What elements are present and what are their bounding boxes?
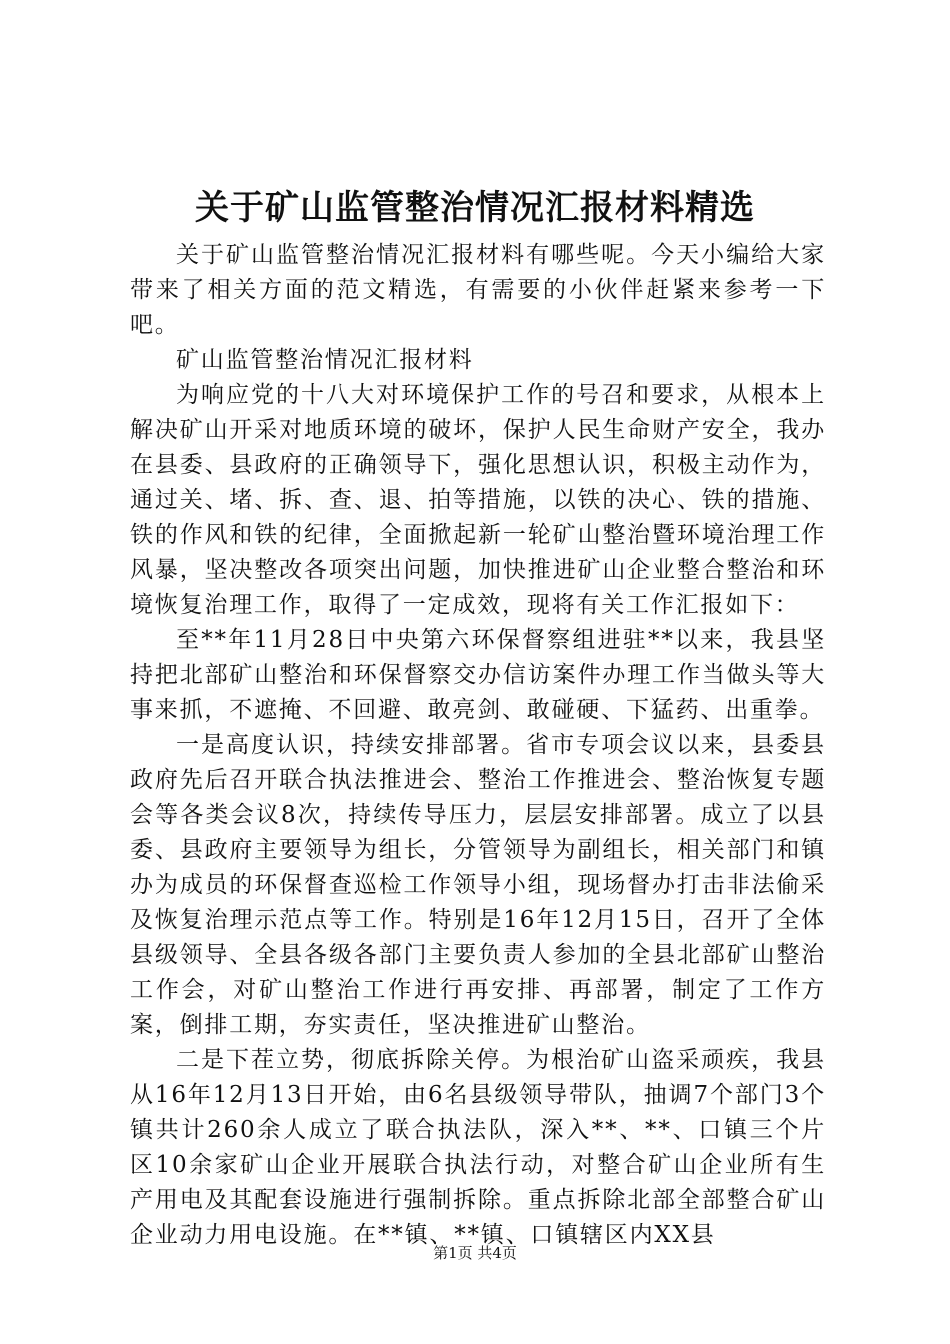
body-paragraph: 为响应党的十八大对环境保护工作的号召和要求，从根本上解决矿山开采对地质环境的破坏，保护人民生命财产安全，我办在县委、县政府的正确领导下，强化思想认识，积极主动作为，通过关、堵、拆、查、退、拍等措施，以铁的决心、铁的措施、铁的作风和铁的纪律，全面掀起新一轮矿山整治暨环境治理工作风暴，坚决整改各项突出问题，加快推进矿山企业整合整治和环境恢复治理工作，取得了一定成效，现将有关工作汇报如下：: [130, 382, 826, 618]
document-title: 关于矿山监管整治情况汇报材料精选: [195, 188, 755, 228]
document-body: [130, 238, 826, 1253]
body-paragraph: 至**年11月28日中央第六环保督察组进驻**以来，我县坚持把北部矿山整治和环保督察交办信访案件办理工作当做头等大事来抓，不遮掩、不回避、敢亮剑、敢碰硬、下猛药、出重拳。: [130, 627, 826, 723]
body-paragraph: 一是高度认识，持续安排部署。省市专项会议以来，县委县政府先后召开联合执法推进会、整治工作推进会、整治恢复专题会等各类会议8次，持续传导压力，层层安排部署。成立了以县委、县政府主要领导为组长，分管领导为副组长，相关部门和镇办为成员的环保督查巡检工作领导小组，现场督办打击非法偷采及恢复治理示范点等工作。特别是16年12月15日，召开了全体县级领导、全县各级各部门主要负责人参加的全县北部矿山整治工作会，对矿山整治工作进行再安排、再部署，制定了工作方案，倒排工期，夯实责任，坚决推进矿山整治。: [130, 732, 826, 1038]
intro-paragraph: 关于矿山监管整治情况汇报材料有哪些呢。今天小编给大家带来了相关方面的范文精选，有需要的小伙伴赶紧来参考一下吧。: [130, 242, 826, 338]
section-heading: 矿山监管整治情况汇报材料: [176, 347, 474, 373]
page-number-footer: 第1页 共4页: [433, 1244, 517, 1262]
body-paragraph: 二是下茬立势，彻底拆除关停。为根治矿山盗采顽疾，我县从16年12月13日开始，由6名县级领导带队，抽调7个部门3个镇共计260余人成立了联合执法队，深入**、**、口镇三个片区10余家矿山企业开展联合执法行动，对整合矿山企业所有生产用电及其配套设施进行强制拆除。重点拆除北部全部整合矿山企业动力用电设施。在**镇、**镇、口镇辖区内XX县: [130, 1047, 826, 1248]
